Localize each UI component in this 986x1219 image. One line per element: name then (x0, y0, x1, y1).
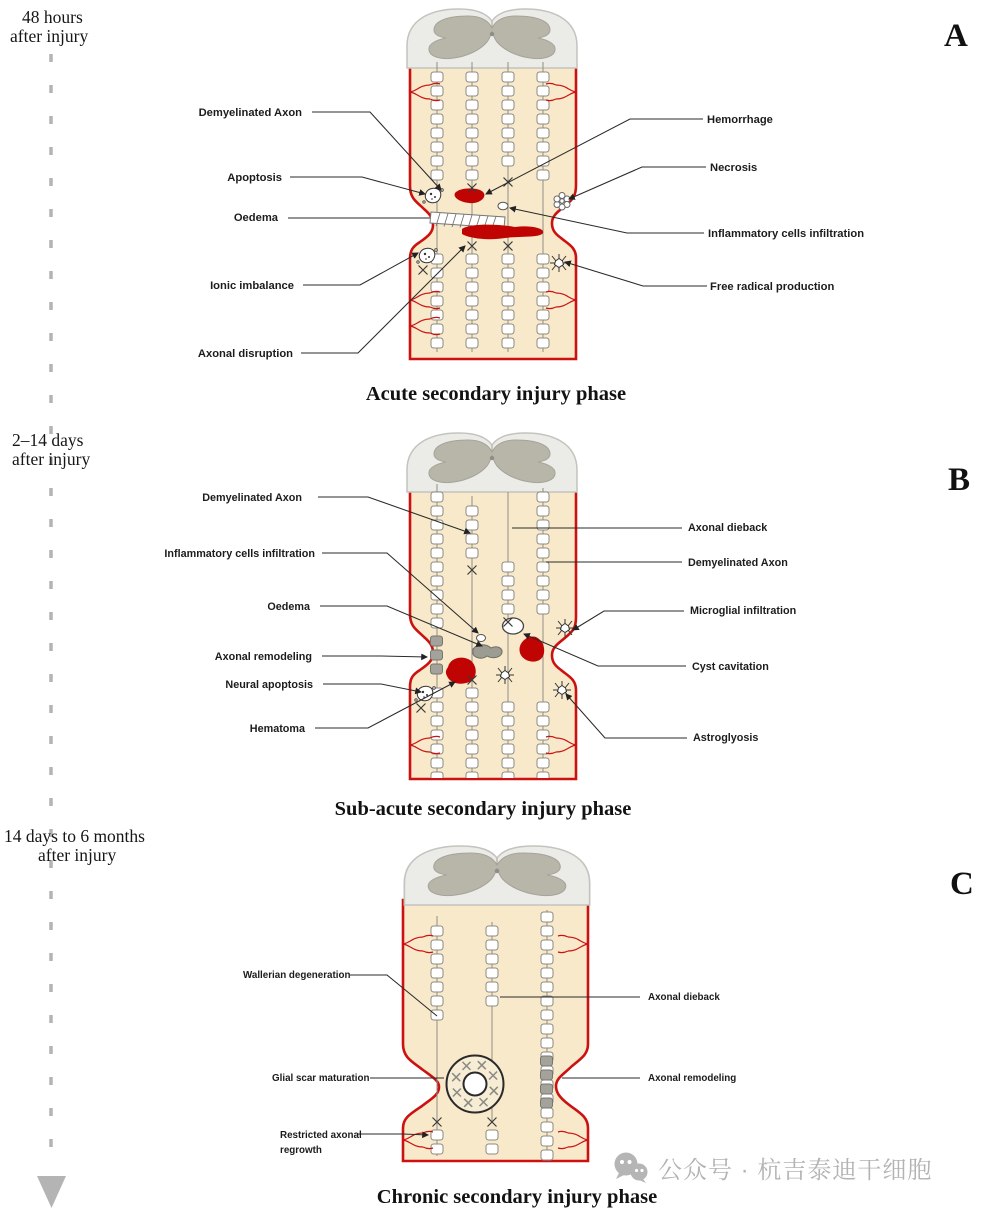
label-axonal-disruption: Axonal disruption (197, 348, 293, 360)
time-a-line1: 48 hours (22, 7, 83, 27)
panel-letter-b: B (948, 462, 971, 498)
label-apoptosis: Apoptosis (227, 172, 282, 184)
label-demyelinated-axon-a: Demyelinated Axon (198, 107, 302, 119)
label-axonal-remodeling-b: Axonal remodeling (214, 651, 312, 663)
label-neural-apoptosis: Neural apoptosis (225, 679, 313, 691)
label-cyst-cavitation: Cyst cavitation (692, 661, 769, 673)
label-wallerian-degeneration: Wallerian degeneration (243, 970, 351, 981)
cord-cross-section (407, 9, 577, 68)
cord-cross-section (404, 846, 589, 905)
label-microglial-infiltration: Microglial infiltration (690, 605, 797, 617)
label-inflammatory-infiltration-b: Inflammatory cells infiltration (164, 548, 315, 560)
glial-scar-ring (447, 1056, 504, 1113)
label-axonal-remodeling-c: Axonal remodeling (648, 1073, 737, 1084)
spinal-cord-panel-c (403, 846, 590, 1162)
timeline-arrowhead (37, 1176, 66, 1208)
watermark (612, 1150, 932, 1185)
label-free-radical-production: Free radical production (710, 281, 835, 293)
astrocyte-icon (496, 666, 514, 684)
wechat-icon (612, 1151, 650, 1185)
time-b-line2: after injury (12, 449, 91, 469)
time-c-line1: 14 days to 6 months (4, 826, 145, 846)
time-header-a (10, 8, 88, 46)
time-a-line2: after injury (10, 26, 89, 46)
label-demyelinated-axon-b-left: Demyelinated Axon (202, 492, 302, 504)
label-oedema-b: Oedema (267, 601, 310, 613)
spinal-cord-panel-a (407, 9, 577, 359)
cord-cross-section (407, 433, 577, 492)
label-hemorrhage: Hemorrhage (707, 114, 773, 126)
label-astroglyosis: Astroglyosis (693, 732, 759, 744)
caption-acute-phase: Acute secondary injury phase (365, 383, 627, 405)
label-restricted-axonal-line2: regrowth (280, 1145, 322, 1156)
label-hematoma: Hematoma (249, 723, 305, 735)
watermark-text: 公众号 · 杭吉泰迪干细胞 (658, 1157, 933, 1184)
time-header-b (12, 431, 90, 469)
inflammatory-cell (477, 635, 486, 642)
label-glial-scar-maturation: Glial scar maturation (272, 1073, 370, 1084)
oedema-blob (473, 645, 502, 658)
label-ionic-imbalance: Ionic imbalance (210, 280, 294, 292)
label-axonal-dieback-b: Axonal dieback (688, 522, 768, 534)
spinal-cord-panel-b (407, 433, 577, 779)
caption-chronic-phase: Chronic secondary injury phase (376, 1186, 658, 1208)
label-axonal-dieback-c: Axonal dieback (648, 992, 720, 1003)
remodeled-axon-segments (431, 636, 443, 674)
time-b-line1: 2–14 days (12, 430, 84, 450)
label-demyelinated-axon-b-right: Demyelinated Axon (688, 557, 788, 569)
panel-letter-c: C (950, 866, 974, 902)
time-c-line2: after injury (38, 845, 117, 865)
label-restricted-axonal-line1: Restricted axonal (280, 1130, 362, 1141)
microglia-cell-icon (556, 619, 574, 637)
label-inflammatory-infiltration-a: Inflammatory cells infiltration (708, 228, 865, 240)
caption-subacute-phase: Sub-acute secondary injury phase (334, 798, 632, 820)
panel-letter-a: A (944, 18, 968, 54)
time-header-c (4, 827, 145, 865)
free-radical-cell-icon (550, 254, 568, 272)
timeline-dashed-arrow (37, 54, 66, 1208)
label-oedema-a: Oedema (233, 212, 278, 224)
label-necrosis: Necrosis (710, 162, 758, 174)
inflammatory-cell (498, 202, 508, 210)
